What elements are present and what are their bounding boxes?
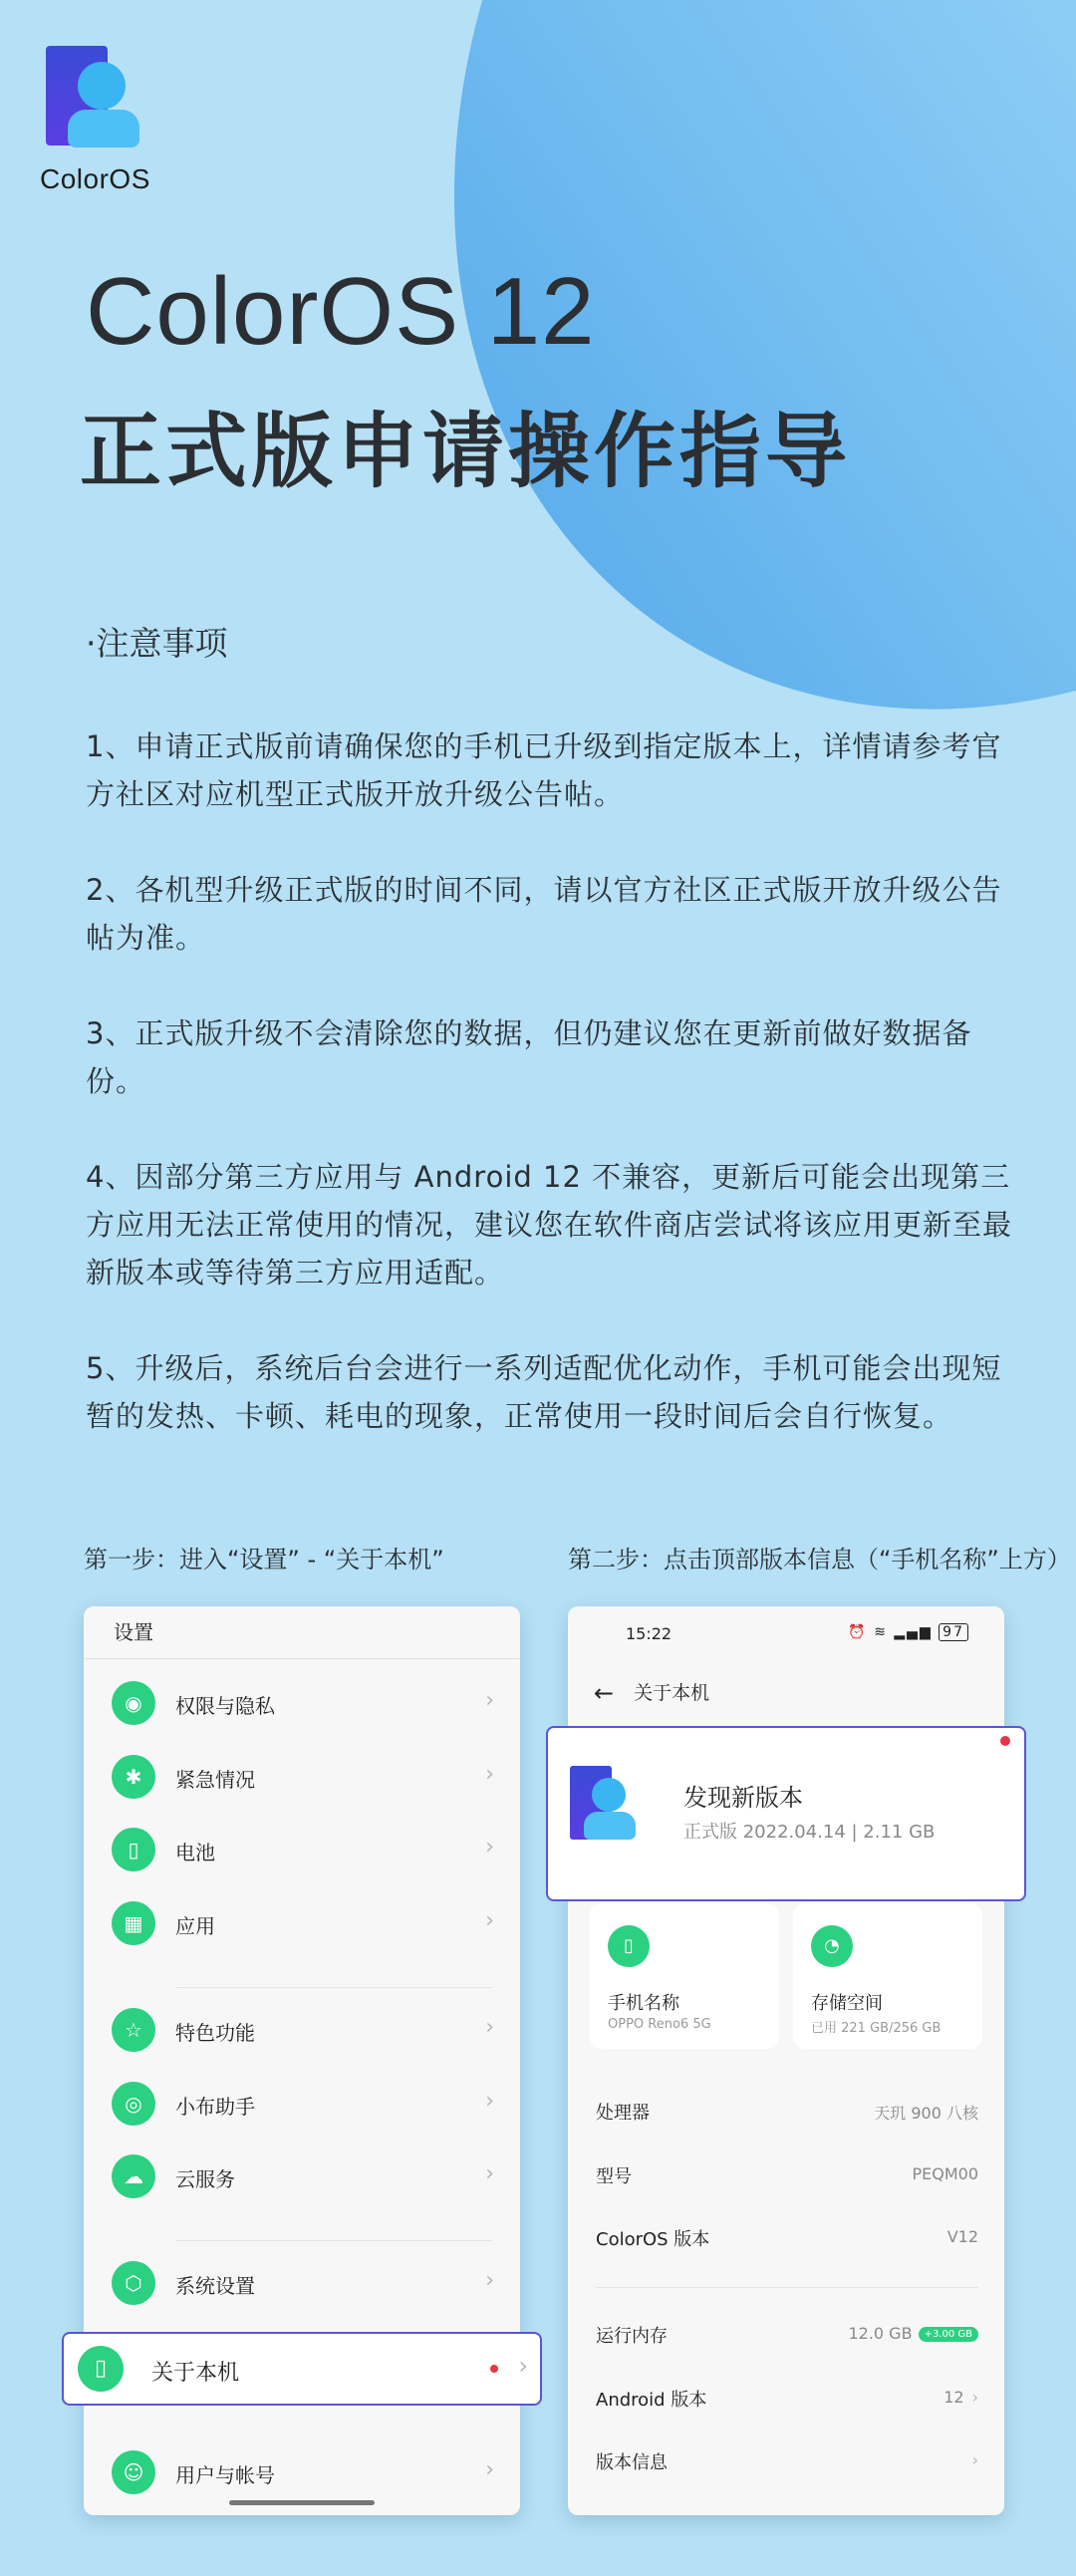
settings-item-battery[interactable] — [84, 1817, 520, 1882]
status-icons — [848, 1624, 968, 1640]
phone-icon: ▯ — [78, 2346, 124, 2392]
spec-value-group — [943, 2388, 978, 2407]
spec-key: 运行内存 — [596, 2326, 668, 2347]
settings-item-emergency[interactable] — [84, 1744, 520, 1810]
storage-card[interactable] — [793, 1903, 982, 2049]
star-icon: ☆ — [112, 2008, 155, 2052]
note-item: 3、正式版升级不会清除您的数据，但仍建议您在更新前做好数据备份。 — [86, 1016, 972, 1098]
spec-row-coloros — [596, 2225, 978, 2265]
spec-key: 版本信息 — [596, 2452, 668, 2473]
step1-label: 第一步：进入“设置” - “关于本机” — [84, 1546, 444, 1574]
chevron-right-icon: › — [485, 1908, 494, 1933]
spec-row-version-info[interactable] — [596, 2448, 978, 2488]
chevron-right-icon: › — [485, 2457, 494, 2482]
page-subtitle: 正式版申请操作指导 — [80, 405, 852, 499]
page-title: ColorOS 12 — [86, 258, 596, 365]
nav-title: 关于本机 — [634, 1682, 710, 1704]
user-icon: ☺ — [112, 2450, 155, 2494]
status-time: 15:22 — [626, 1624, 672, 1643]
spec-key: ColorOS 版本 — [596, 2229, 710, 2250]
settings-item-label: 小布助手 — [175, 2095, 255, 2119]
note-item: 5、升级后，系统后台会进行一系列适配优化动作，手机可能会出现短暂的发热、卡顿、耗电的现象，正常使用一段时间后会自行恢复。 — [86, 1351, 1002, 1433]
settings-item-system[interactable] — [84, 2250, 520, 2316]
notes-heading: ·注意事项 — [86, 624, 228, 663]
notification-dot — [1000, 1736, 1010, 1746]
spec-value: PEQM00 — [912, 2164, 978, 2183]
settings-item-label: 电池 — [175, 1841, 215, 1864]
about-label: 关于本机 — [151, 2361, 240, 2386]
settings-item-label: 特色功能 — [175, 2021, 255, 2045]
chevron-right-icon: › — [971, 2450, 978, 2469]
battery-level: 97 — [939, 1623, 968, 1641]
update-subtitle: 正式版 2022.04.14 | 2.11 GB — [683, 1822, 936, 1843]
chevron-right-icon: › — [485, 1835, 494, 1860]
spec-row-android[interactable] — [596, 2386, 978, 2426]
eye-shield-icon: ◉ — [112, 1681, 155, 1725]
settings-item-features[interactable] — [84, 1997, 520, 2063]
cloud-icon: ☁ — [112, 2154, 155, 2198]
ram-extension-badge: +3.00 GB — [919, 2327, 978, 2342]
divider — [175, 1987, 492, 1988]
card-value: 已用 221 GB/256 GB — [811, 2021, 942, 2036]
status-bar — [568, 1606, 1004, 1656]
spec-value: V12 — [946, 2227, 978, 2246]
chevron-right-icon: › — [485, 2015, 494, 2040]
spec-key: 处理器 — [596, 2103, 650, 2124]
spec-value: 12 — [943, 2388, 964, 2407]
step2-label: 第二步：点击顶部版本信息（“手机名称”上方） — [568, 1546, 1071, 1574]
note-item: 4、因部分第三方应用与 Android 12 不兼容，更新后可能会出现第三方应用无法正常使用的情况，建议您在软件商店尝试将该应用更新至最新版本或等待第三方应用适配。 — [86, 1160, 1013, 1289]
coloros-logo — [40, 42, 169, 195]
chevron-right-icon: › — [485, 2268, 494, 2293]
home-indicator[interactable] — [229, 2500, 375, 2505]
spec-key: Android 版本 — [596, 2390, 707, 2411]
coloros-logo-icon — [570, 1766, 650, 1856]
card-title: 手机名称 — [608, 1993, 679, 2014]
settings-item-label: 用户与帐号 — [175, 2463, 275, 2487]
assistant-icon: ◎ — [112, 2082, 155, 2126]
hexagon-icon: ⬡ — [112, 2261, 155, 2305]
note-item: 2、各机型升级正式版的时间不同，请以官方社区正式版开放升级公告帖为准。 — [86, 873, 1002, 955]
spec-value: 天玑 900 八核 — [874, 2104, 978, 2123]
settings-item-about-highlighted[interactable] — [62, 2332, 542, 2406]
settings-item-apps[interactable] — [84, 1890, 520, 1956]
chevron-right-icon: › — [485, 2161, 494, 2186]
settings-item-cloud[interactable] — [84, 2144, 520, 2209]
divider — [175, 2240, 492, 2241]
card-title: 存储空间 — [811, 1993, 883, 2014]
settings-item-label: 系统设置 — [175, 2274, 255, 2298]
settings-item-accounts[interactable] — [84, 2439, 520, 2505]
chevron-right-icon: › — [485, 1688, 494, 1713]
note-item: 1、申请正式版前请确保您的手机已升级到指定版本上，详情请参考官方社区对应机型正式版开放升级公告帖。 — [86, 729, 1002, 811]
chevron-right-icon: › — [485, 2089, 494, 2114]
spec-row-ram — [596, 2322, 978, 2362]
chevron-right-icon: › — [485, 1762, 494, 1787]
phone-icon: ▯ — [608, 1925, 650, 1967]
spec-value-group — [964, 2450, 978, 2469]
spec-row-model — [596, 2162, 978, 2202]
chevron-right-icon: › — [971, 2388, 978, 2407]
settings-item-label: 紧急情况 — [175, 1768, 255, 1792]
settings-item-assistant[interactable] — [84, 2071, 520, 2137]
nav-bar — [594, 1678, 709, 1707]
spec-key: 型号 — [596, 2166, 632, 2187]
new-version-card[interactable] — [546, 1726, 1026, 1901]
settings-item-label: 权限与隐私 — [175, 1694, 275, 1718]
phone-name-card[interactable] — [590, 1903, 779, 2049]
spec-row-processor — [596, 2099, 978, 2139]
wifi-icon: ≋ — [874, 1624, 888, 1640]
card-value: OPPO Reno6 5G — [608, 2017, 711, 2032]
pie-chart-icon: ◔ — [811, 1925, 853, 1967]
settings-item-label: 云服务 — [175, 2167, 235, 2191]
alarm-icon: ⏰ — [848, 1624, 868, 1640]
divider — [596, 2287, 978, 2288]
update-title: 发现新版本 — [683, 1784, 803, 1812]
logo-text: ColorOS — [40, 163, 150, 194]
settings-item-label: 应用 — [175, 1914, 215, 1938]
back-arrow-icon[interactable]: ← — [594, 1679, 615, 1707]
settings-item-privacy[interactable] — [84, 1670, 520, 1736]
notes-section — [86, 618, 1022, 1488]
asterisk-icon: ✱ — [112, 1755, 155, 1799]
settings-header: 设置 — [84, 1606, 520, 1659]
spec-value-group — [848, 2324, 978, 2343]
battery-icon: ▯ — [112, 1828, 155, 1871]
notification-dot — [490, 2365, 498, 2373]
grid-icon: ▦ — [112, 1901, 155, 1945]
chevron-right-icon: › — [518, 2352, 528, 2380]
spec-value: 12.0 GB — [848, 2324, 913, 2343]
coloros-logo-icon — [40, 42, 149, 161]
signal-icon: ▂▄▆ — [894, 1624, 933, 1640]
